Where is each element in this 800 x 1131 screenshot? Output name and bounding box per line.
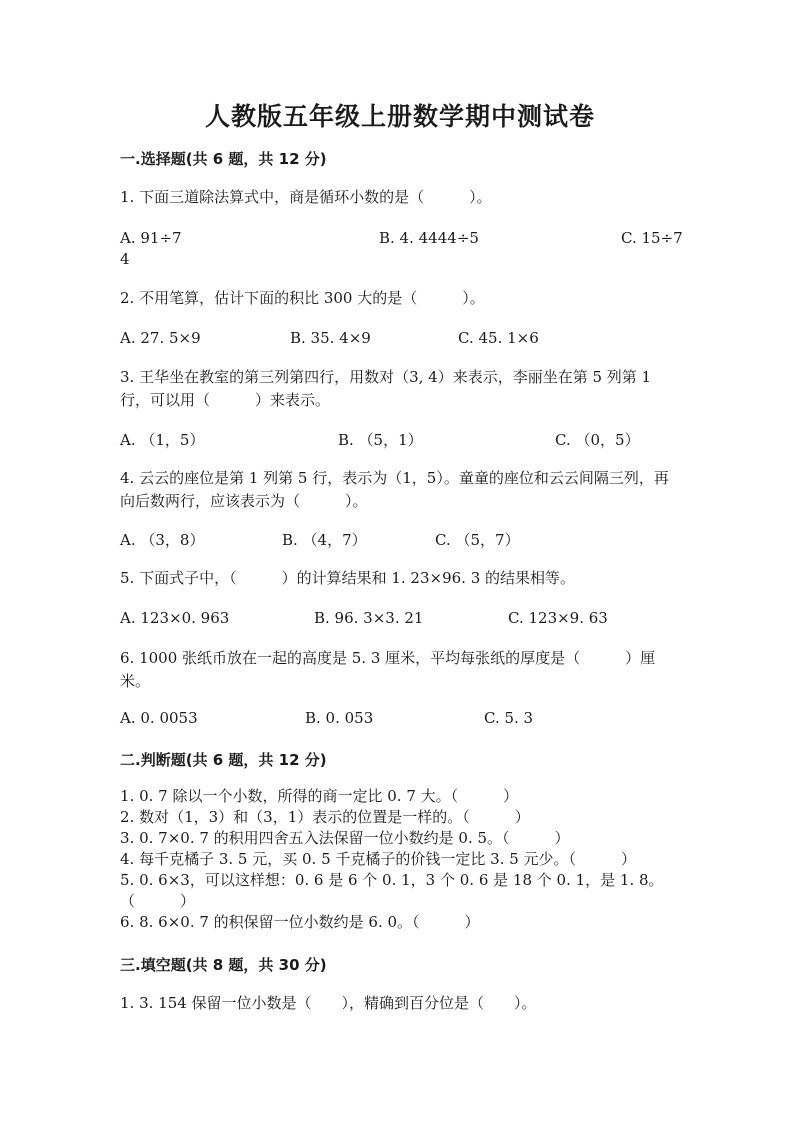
question-6-option-b: B. 0. 053 bbox=[305, 709, 374, 727]
question-1-stem: 1. 下面三道除法算式中，商是循环小数的是（ ）。 bbox=[120, 188, 492, 206]
question-5-stem: 5. 下面式子中，（ ）的计算结果和 1. 23×96. 3 的结果相等。 bbox=[120, 569, 576, 587]
question-2-stem: 2. 不用笔算，估计下面的积比 300 大的是（ ）。 bbox=[120, 289, 485, 307]
question-4-option-b: B. （4，7） bbox=[282, 531, 367, 549]
question-5-option-b: B. 96. 3×3. 21 bbox=[314, 609, 424, 627]
true-false-item-4: 4. 每千克橘子 3. 5 元，买 0. 5 千克橘子的价钱一定比 3. 5 元少。（ ） bbox=[120, 850, 637, 868]
fill-blank-item-1: 1. 3. 154 保留一位小数是（ ），精确到百分位是（ ）。 bbox=[120, 994, 537, 1012]
question-6-option-a: A. 0. 0053 bbox=[120, 709, 198, 727]
question-2-option-a: A. 27. 5×9 bbox=[120, 329, 201, 347]
section-heading-fill-blank: 三.填空题(共 8 题，共 30 分) bbox=[120, 956, 327, 974]
true-false-item-2: 2. 数对（1，3）和（3，1）表示的位置是一样的。（ ） bbox=[120, 808, 530, 826]
question-3-option-a: A. （1，5） bbox=[120, 431, 205, 449]
question-3-stem: 3. 王华坐在教室的第三列第四行，用数对（3, 4）来表示，李丽坐在第 5 列第 1 行，可以用（ ）来表示。 bbox=[120, 368, 652, 409]
true-false-item-3: 3. 0. 7×0. 7 的积用四舍五入法保留一位小数约是 0. 5。（ ） bbox=[120, 829, 570, 847]
question-1-option-c: C. 15÷7 bbox=[621, 229, 683, 247]
question-5-option-a: A. 123×0. 963 bbox=[120, 609, 230, 627]
true-false-item-5: 5. 0. 6×3，可以这样想：0. 6 是 6 个 0. 1，3 个 0. 6 是 18 个 0. 1，是 1. 8。（ ） bbox=[120, 871, 664, 910]
true-false-item-6: 6. 8. 6×0. 7 的积保留一位小数约是 6. 0。（ ） bbox=[120, 913, 480, 931]
section-heading-choice: 一.选择题(共 6 题，共 12 分) bbox=[120, 150, 327, 168]
question-4-option-c: C. （5，7） bbox=[435, 531, 520, 549]
question-1-option-a: A. 91÷7 bbox=[120, 229, 182, 247]
question-3-option-b: B. （5，1） bbox=[338, 431, 423, 449]
section-heading-true-false: 二.判断题(共 6 题，共 12 分) bbox=[120, 751, 327, 769]
question-2-option-c: C. 45. 1×6 bbox=[458, 329, 539, 347]
question-2-option-b: B. 35. 4×9 bbox=[290, 329, 371, 347]
question-1-option-b: B. 4. 4444÷5 bbox=[379, 229, 479, 247]
question-3-option-c: C. （0，5） bbox=[555, 431, 640, 449]
question-6-option-c: C. 5. 3 bbox=[484, 709, 534, 727]
question-4-stem: 4. 云云的座位是第 1 列第 5 行，表示为（1，5）。童童的座位和云云间隔三列，再向后数两行，应该表示为（ ）。 bbox=[120, 469, 669, 510]
true-false-item-1: 1. 0. 7 除以一个小数，所得的商一定比 0. 7 大。（ ） bbox=[120, 787, 519, 805]
question-4-option-a: A. （3，8） bbox=[120, 531, 205, 549]
question-5-option-c: C. 123×9. 63 bbox=[508, 609, 608, 627]
question-1-option-wrap: 4 bbox=[120, 250, 130, 268]
question-6-stem: 6. 1000 张纸币放在一起的高度是 5. 3 厘米，平均每张纸的厚度是（ ）厘米。 bbox=[120, 649, 656, 690]
page-title: 人教版五年级上册数学期中测试卷 bbox=[204, 102, 595, 131]
